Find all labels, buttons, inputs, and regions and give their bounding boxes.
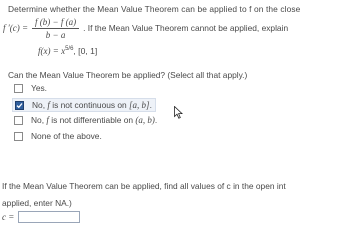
option-yes[interactable]: [14, 82, 47, 94]
followup-line2: applied, enter NA.): [2, 198, 72, 208]
option-yes-label: Yes.: [31, 83, 47, 93]
mouse-pointer-icon: [174, 106, 183, 124]
function-interval: , [0, 1]: [73, 46, 98, 56]
followup-line1: If the Mean Value Theorem can be applied, find all values of c in the open int: [2, 181, 286, 191]
mvt-fraction: [32, 17, 79, 40]
question-text: Can the Mean Value Theorem be applied? (Select all that apply.): [8, 70, 248, 80]
option-none-label: None of the above.: [31, 131, 102, 141]
function-exponent: 5/6: [65, 46, 74, 53]
checkmark-icon: [16, 102, 23, 109]
option-none-checkbox[interactable]: [14, 132, 23, 141]
mvt-fraction-numerator: f (b) − f (a): [32, 17, 79, 29]
option-not-continuous-checkbox[interactable]: [15, 101, 24, 110]
answer-row: [2, 211, 80, 223]
problem-statement-line1: Determine whether the Mean Value Theorem can be applied to f on the close: [8, 4, 301, 14]
c-value-input[interactable]: [18, 211, 80, 223]
option-not-differentiable[interactable]: [14, 114, 157, 126]
answer-label: c =: [2, 212, 15, 222]
option-not-differentiable-checkbox[interactable]: [14, 116, 23, 125]
function-lhs: f(x) = x: [38, 46, 66, 56]
mvt-fraction-denominator: b − a: [45, 29, 66, 40]
function-definition: [38, 46, 97, 56]
option-yes-checkbox[interactable]: [14, 84, 23, 93]
option-not-continuous-label: No, f is not continuous on [a, b].: [32, 100, 152, 110]
mvt-lhs: f ′(c) =: [3, 23, 29, 33]
option-not-continuous[interactable]: [12, 98, 156, 112]
option-none[interactable]: [14, 130, 102, 142]
option-not-differentiable-label: No, f is not differentiable on (a, b).: [31, 115, 158, 125]
mvt-instruction-tail: . If the Mean Value Theorem cannot be applied, explain: [83, 23, 289, 33]
mvt-formula-row: [3, 14, 288, 42]
